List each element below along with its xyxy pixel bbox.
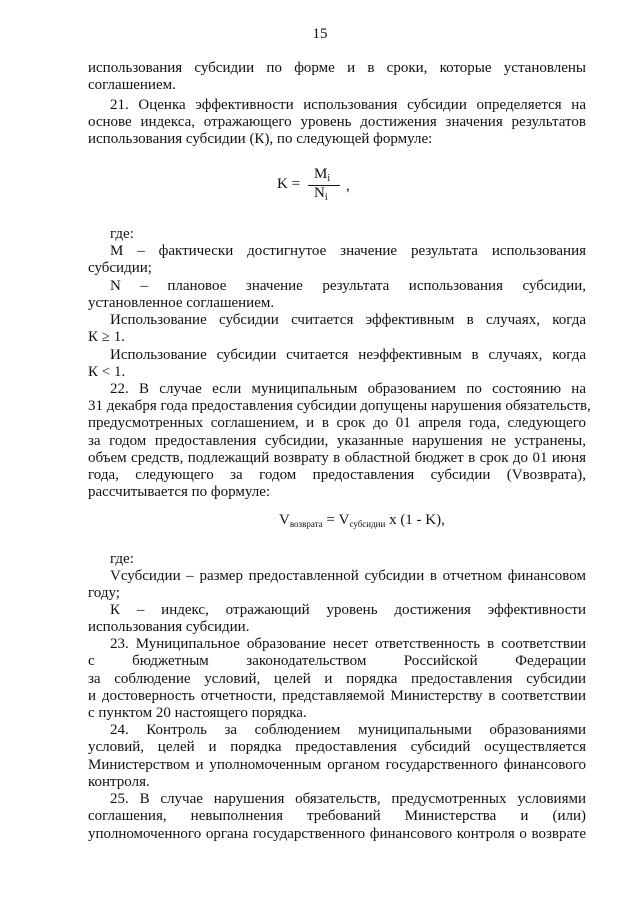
text-line: использования субсидии. xyxy=(88,619,250,635)
text-line: объем средств, подлежащий возврату в областной бюджет в срок до 01 июня xyxy=(88,450,586,466)
text-line: К ≥ 1. xyxy=(88,329,125,345)
formula-numerator: $M_i$ xyxy=(314,166,331,184)
text-line: основе индекса, отражающего уровень достижения значения результатов xyxy=(88,114,586,130)
text-line: К < 1. xyxy=(88,364,126,380)
text-line: за годом предоставления субсидии, указанные нарушения не устранены, xyxy=(88,433,586,449)
text-line: субсидии; xyxy=(88,260,152,276)
text-line: Использование субсидии считается эффективным в случаях, когда xyxy=(110,312,586,328)
text-line: соглашения, невыполнения требований Министерства и (или) xyxy=(88,808,586,824)
text-line: 25. В случае нарушения обязательств, предусмотренных условиями xyxy=(110,791,586,807)
text-line: с бюджетным законодательством Российской Федерации xyxy=(88,653,586,669)
text-line: года, следующего за годом предоставления субсидии (Vвозврата), xyxy=(88,467,586,483)
formula-trailing-comma: , xyxy=(346,178,350,194)
formula-denominator: $N_i$ xyxy=(314,185,328,203)
text-line: Министерством и уполномоченным органом государственного финансового xyxy=(88,757,586,773)
text-line: 23. Муниципальное образование несет ответственность в соответствии xyxy=(110,636,586,652)
text-line: за соблюдение условий, целей и порядка предоставления субсидии xyxy=(88,671,586,687)
text-line: условий, целей и порядка предоставления субсидий осуществляется xyxy=(88,739,586,755)
text-line: с пунктом 20 настоящего порядка. xyxy=(88,705,307,721)
text-line: где: xyxy=(110,551,134,567)
text-line: К – индекс, отражающий уровень достижения эффективности xyxy=(110,602,586,618)
text-line: 31 декабря года предоставления субсидии допущены нарушения обязательств, xyxy=(88,398,591,414)
text-line: где: xyxy=(110,226,134,242)
text-line: установленное соглашением. xyxy=(88,295,275,311)
page-number: 15 xyxy=(312,26,328,42)
text-line: предусмотренных соглашением, и в срок до 01 апреля года, следующего xyxy=(88,415,586,431)
text-line: 24. Контроль за соблюдением муниципальными образованиями xyxy=(110,722,586,738)
text-line: году; xyxy=(88,585,120,601)
text-line: уполномоченного органа государственного финансового контроля о возврате xyxy=(88,826,586,842)
text-line: использования субсидии по форме и в сроки, которые установлены xyxy=(88,60,586,76)
text-line: рассчитывается по формуле: xyxy=(88,484,271,500)
formula-lhs: K = xyxy=(277,176,301,192)
formula-refund-amount: $V_{возврата} = V_{субсидии}$ x (1 - K), xyxy=(279,512,445,529)
text-line: контроля. xyxy=(88,774,150,790)
text-line: и достоверность отчетности, представляемой Министерству в соответствии xyxy=(88,688,586,704)
text-line: Использование субсидии считается неэффективным в случаях, когда xyxy=(110,347,586,363)
text-line: 21. Оценка эффективности использования субсидии определяется на xyxy=(110,97,586,113)
text-line: использования субсидии (К), по следующей формуле: xyxy=(88,131,433,147)
text-line: соглашением. xyxy=(88,77,176,93)
text-line: Vсубсидии – размер предоставленной субсидии в отчетном финансовом xyxy=(110,568,586,584)
text-line: М – фактически достигнутое значение результата использования xyxy=(110,243,586,259)
text-line: 22. В случае если муниципальным образованием по состоянию на xyxy=(110,381,586,397)
text-line: N – плановое значение результата использования субсидии, xyxy=(110,278,586,294)
